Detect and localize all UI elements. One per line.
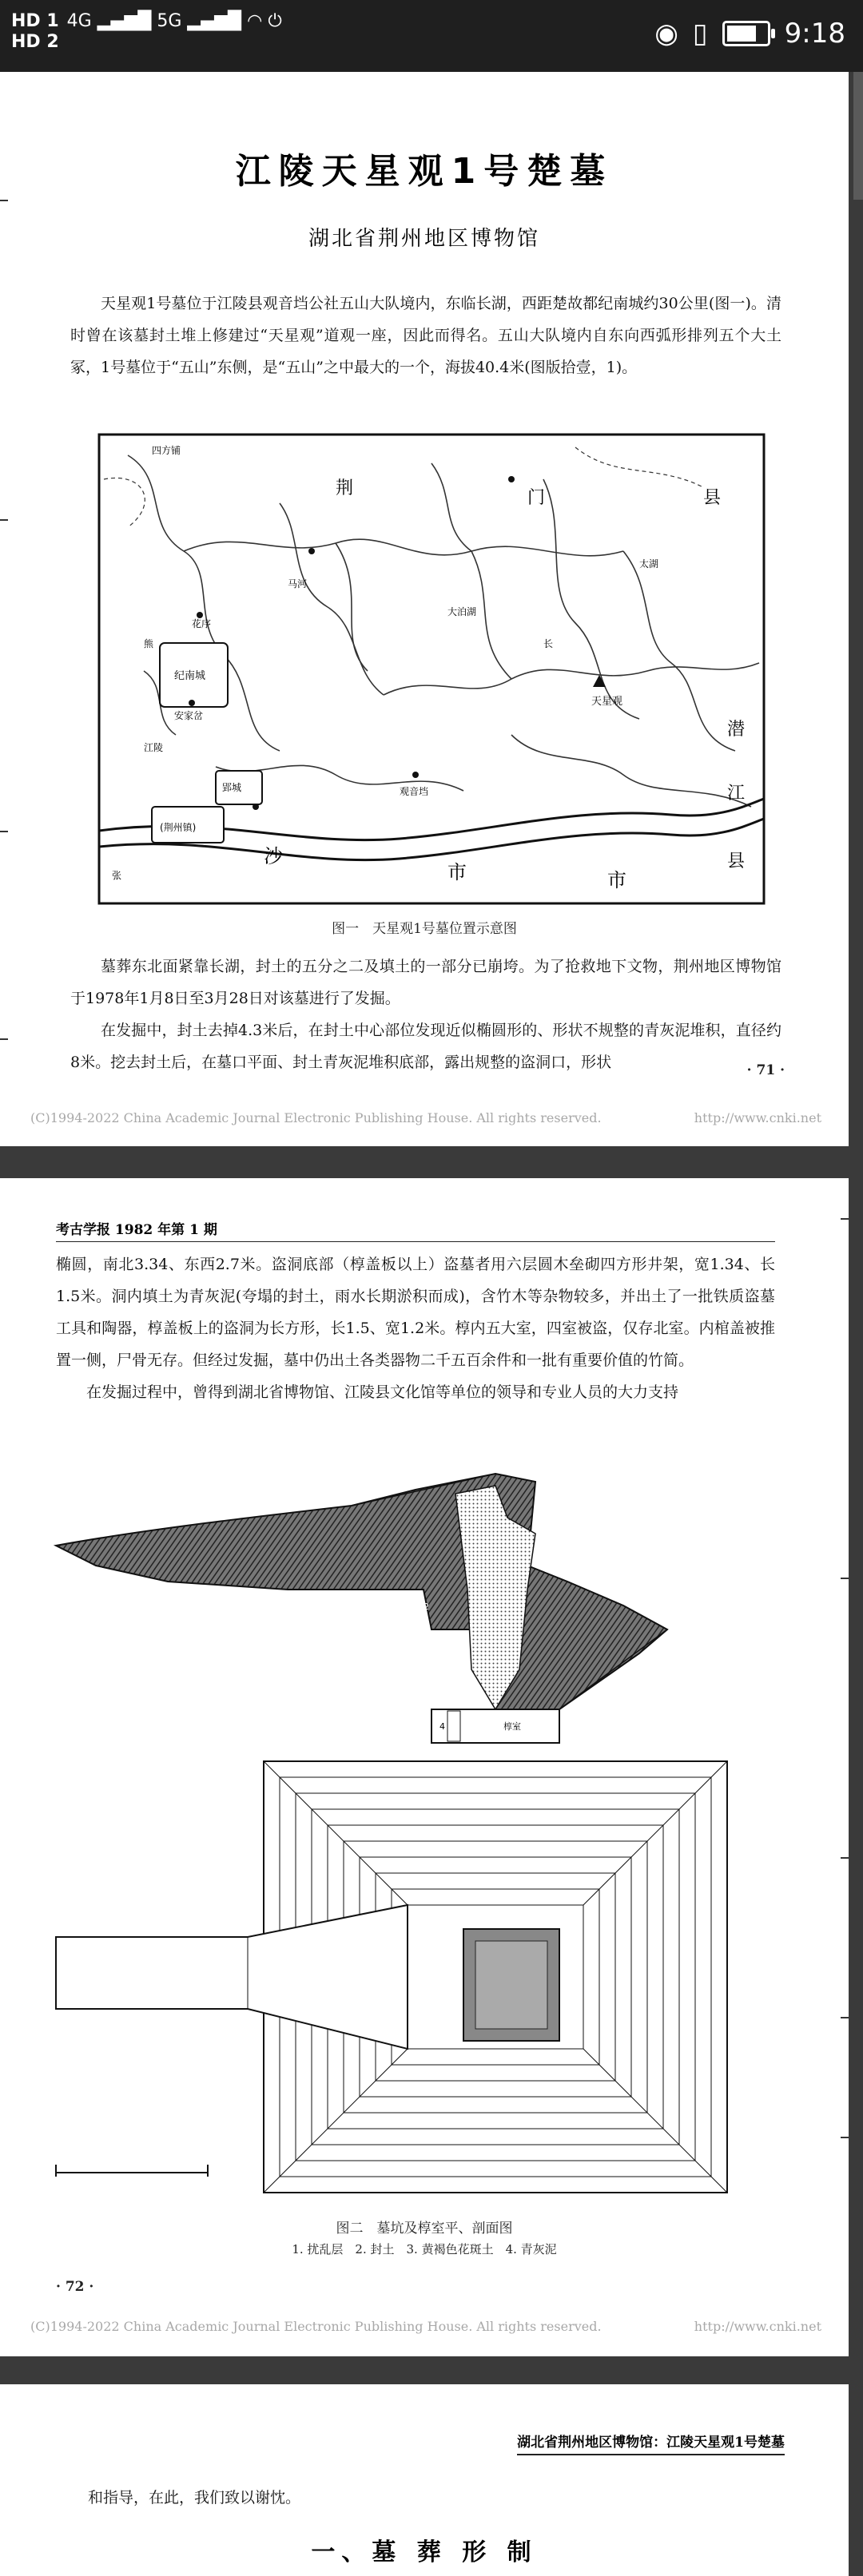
map-label: 马河 — [288, 578, 308, 589]
vibrate-icon: ▯ — [692, 18, 708, 50]
paragraph-text: 墓葬东北面紧靠长湖，封土的五分之二及填土的一部分已崩垮。为了抢救地下文物，荆州地区博物馆于1978年1月8日至3月28日对该墓进行了发掘。 — [70, 958, 781, 1007]
paragraph-text: 椭圆，南北3.34、东西2.7米。盗洞底部（椁盖板以上）盗墓者用六层圆木垒砌四方形井架，宽1.34、长1.5米。洞内填土为青灰泥(夸塌的封土，雨水长期淤积而成)，含竹木等杂物较多，并出土了一批铁质盗墓工具和陶器，椁盖板上的盗洞为长方形，长1.5、宽1.2米。椁内五大室，四室被盗，仅存北室。内棺盖被推置一侧，尸骨无存。但经过发掘，墓中仍出土各类器物二千五百余件和一批有重要价值的竹简。 — [56, 1256, 775, 1369]
map-label: 长 — [543, 638, 554, 649]
diagram-label: 3 — [384, 1621, 389, 1632]
margin-mark — [841, 2137, 849, 2138]
map-label: 荆 — [336, 478, 354, 498]
page-footer — [30, 1110, 821, 1125]
map-label: 市 — [447, 861, 467, 883]
network-indicators — [11, 11, 282, 53]
map-label: 天星观 — [591, 696, 623, 708]
map-label: 门 — [527, 488, 546, 508]
network-1-label: HD 1 — [11, 11, 59, 31]
document-page-2 — [0, 1178, 849, 2356]
copyright-text: (C)1994-2022 China Academic Journal Electronic Publishing House. All rights reserved. — [30, 1110, 602, 1125]
map-label: 张 — [112, 870, 122, 881]
diagram-label: 2 — [424, 1602, 429, 1612]
signal-5g-label: 5G — [157, 11, 182, 31]
figure-2-caption: 图二 墓坑及椁室平、剖面图 — [336, 2221, 513, 2237]
journal-header: 考古学报 1982 年第 1 期 — [56, 1218, 775, 1242]
map-label: 市 — [607, 869, 626, 891]
margin-mark — [0, 1038, 8, 1040]
document-page-3 — [0, 2384, 849, 2576]
map-label: 大泊湖 — [447, 606, 477, 617]
status-right — [654, 18, 845, 50]
map-label: 花序 — [192, 618, 212, 629]
battery-fill — [727, 26, 756, 42]
page-number: · 72 · — [56, 2279, 94, 2295]
intro-paragraph — [70, 288, 781, 383]
power-icon: ⏻ — [268, 11, 282, 31]
scrollbar-thumb[interactable] — [853, 72, 863, 200]
page-number: · 71 · — [746, 1062, 785, 1078]
map-label: 江 — [727, 784, 746, 804]
signal-bars-icon: ▂▄▆█ — [97, 11, 152, 31]
margin-mark — [0, 519, 8, 521]
signal-bars-icon: ▂▄▆█ — [187, 11, 242, 31]
figure-1-caption: 图一 天星观1号墓位置示意图 — [332, 921, 517, 937]
copyright-text: (C)1994-2022 China Academic Journal Electronic Publishing House. All rights reserved. — [30, 2319, 602, 2334]
map-label: 纪南城 — [174, 670, 206, 682]
map-label: 观音垱 — [400, 786, 429, 797]
map-label: 郢城 — [222, 782, 242, 793]
map-label: 县 — [727, 851, 746, 871]
map-label: 沙 — [264, 845, 283, 867]
map-label: 安家岔 — [174, 710, 204, 721]
map-label: 江陵 — [144, 742, 164, 753]
status-bar — [0, 0, 863, 72]
paragraph-text: 和指导，在此，我们致以谢忱。 — [88, 2489, 301, 2507]
paragraph-text: 天星观1号墓位于江陵县观音垱公社五山大队境内，东临长湖，西距楚故都纪南城约30公里(图一)。清时曾在该墓封土堆上修建过“天星观”道观一座，因此而得名。五山大队境内自东向西弧形排列五个大土冢，1号墓位于“五山”东侧，是“五山”之中最大的一个，海拔40.4米(图版拾壹，1)。 — [70, 295, 781, 376]
margin-mark — [841, 1578, 849, 1579]
signal-4g-label: 4G — [66, 11, 92, 31]
map-label: 四方铺 — [152, 445, 181, 456]
footer-url: http://www.cnki.net — [694, 2319, 821, 2334]
paragraph-text: 在发掘中，封土去掉4.3米后，在封土中心部位发现近似椭圆形的、形状不规整的青灰泥堆积，直径约8米。挖去封土后，在墓口平面、封土青灰泥堆积底部，露出规整的盗洞口，形状 — [70, 1022, 781, 1071]
margin-mark — [0, 831, 8, 832]
margin-mark — [841, 1857, 849, 1859]
body-paragraphs — [56, 1248, 775, 1408]
wifi-icon: ◠ — [247, 11, 263, 31]
body-paragraphs — [70, 951, 781, 1078]
diagram-label: 椁室 — [503, 1721, 521, 1732]
footer-url: http://www.cnki.net — [694, 1110, 821, 1125]
map-label: 县 — [703, 488, 722, 508]
network-2-label: HD 2 — [11, 32, 59, 52]
diagram-label: 1 — [489, 1498, 495, 1508]
map-label: (荆州镇) — [160, 822, 197, 833]
clock: 9:18 — [784, 18, 845, 50]
document-page-1 — [0, 72, 849, 1146]
article-author: 湖北省荆州地区博物馆 — [308, 227, 540, 251]
running-head: 湖北省荆州地区博物馆：江陵天星观1号楚墓 — [517, 2431, 785, 2455]
section-heading: 一、墓 葬 形 制 — [311, 2538, 538, 2566]
margin-mark — [841, 2017, 849, 2018]
battery-icon — [722, 21, 770, 46]
section-diagram — [48, 1470, 687, 1745]
margin-mark — [841, 1218, 849, 1220]
margin-mark — [0, 200, 8, 201]
eye-comfort-icon: ◉ — [654, 18, 678, 50]
figure-2-legend: 1. 扰乱层 2. 封土 3. 黄褐色花斑土 4. 青灰泥 — [292, 2242, 557, 2256]
body-paragraphs — [88, 2482, 799, 2514]
article-title: 江陵天星观1号楚墓 — [235, 151, 614, 192]
map-label: 熊 — [144, 638, 154, 649]
paragraph-text: 在发掘过程中，曾得到湖北省博物馆、江陵县文化馆等单位的领导和专业人员的大力支持 — [86, 1383, 679, 1401]
page-footer — [30, 2319, 821, 2334]
plan-diagram — [48, 1753, 767, 2209]
location-map — [96, 431, 767, 907]
diagram-label: 4 — [439, 1721, 445, 1732]
map-label: 潜 — [727, 720, 746, 740]
map-label: 太湖 — [639, 558, 659, 570]
